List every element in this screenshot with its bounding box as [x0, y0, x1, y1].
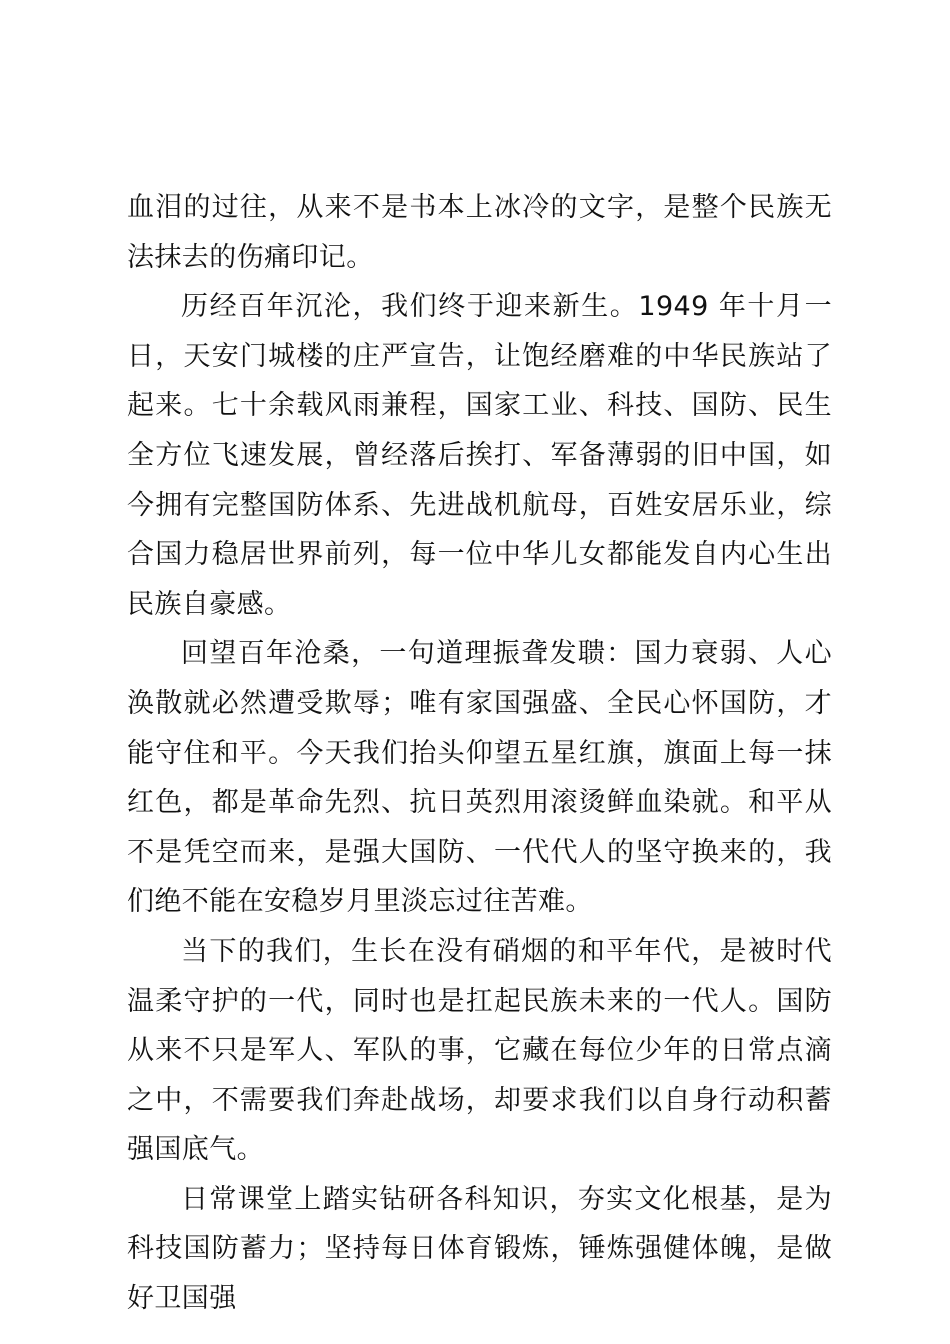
document-body [127, 183, 832, 1324]
paragraph-our-generation: 当下的我们，生长在没有硝烟的和平年代，是被时代温柔守护的一代，同时也是扛起民族未来的一代人。国防从来不只是军人、军队的事，它藏在每位少年的日常点滴之中，不需要我们奔赴战场，却要求我们以自身行动积蓄强国底气。 [127, 935, 832, 1166]
paragraph-daily-action: 日常课堂上踏实钻研各科知识，夯实文化根基，是为科技国防蓄力；坚持每日体育锻炼，锤炼强健体魄，是做好卫国强 [127, 1183, 832, 1315]
paragraph-continuation: 血泪的过往，从来不是书本上冰冷的文字，是整个民族无法抹去的伤痛印记。 [127, 192, 832, 273]
paragraph-reflection: 回望百年沧桑，一句道理振聋发聩：国力衰弱、人心涣散就必然遭受欺辱；唯有家国强盛、全民心怀国防，才能守住和平。今天我们抬头仰望五星红旗，旗面上每一抹红色，都是革命先烈、抗日英烈用滚烫鲜血染就。和平从不是凭空而来，是强大国防、一代代人的坚守换来的，我们绝不能在安稳岁月里淡忘过往苦难。 [127, 638, 832, 918]
paragraph-new-birth: 历经百年沉沦，我们终于迎来新生。1949 年十月一日，天安门城楼的庄严宣告，让饱经磨难的中华民族站了起来。七十余载风雨兼程，国家工业、科技、国防、民生全方位飞速发展，曾经落后挨打、军备薄弱的旧中国，如今拥有完整国防体系、先进战机航母，百姓安居乐业，综合国力稳居世界前列，每一位中华儿女都能发自内心生出民族自豪感。 [127, 291, 832, 620]
